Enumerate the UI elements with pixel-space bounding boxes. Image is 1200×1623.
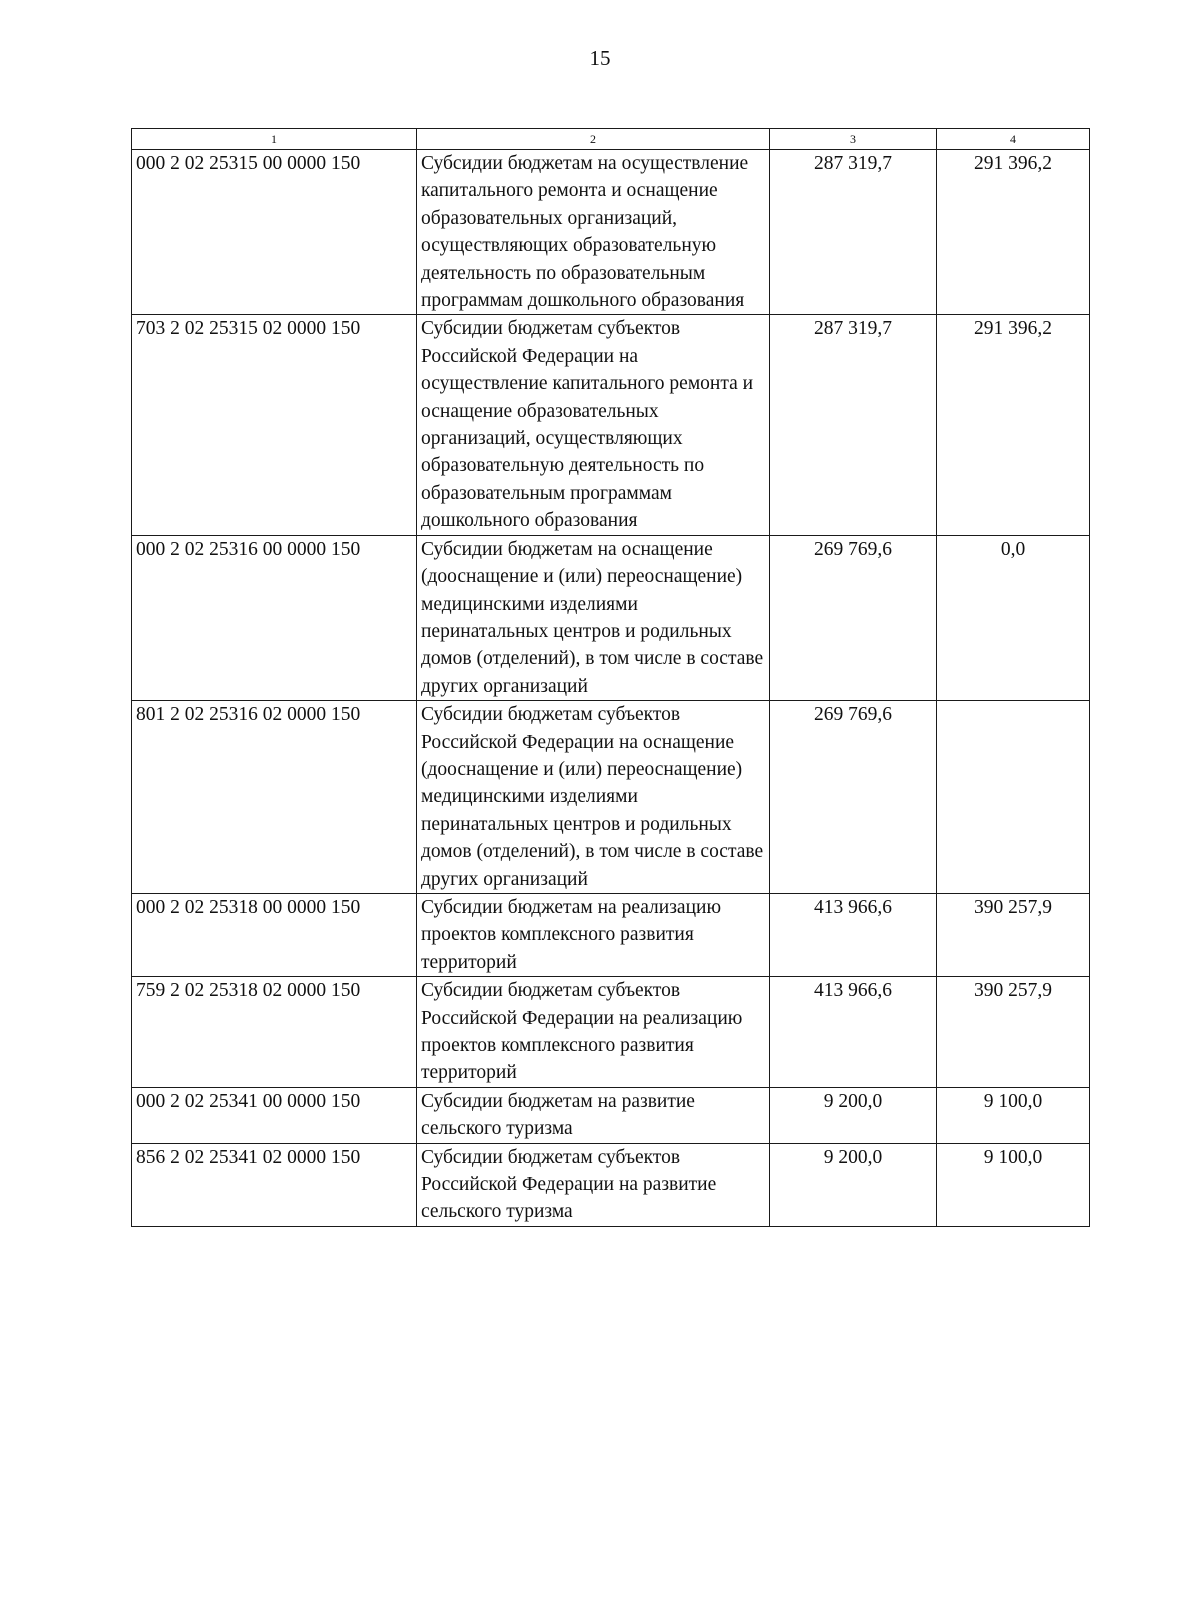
table-row bbox=[132, 535, 1090, 700]
table-row bbox=[132, 150, 1090, 315]
amount-col4: 390 257,9 bbox=[937, 977, 1090, 1088]
revenue-name: Субсидии бюджетам на развитие сельского туризма bbox=[417, 1087, 770, 1143]
classification-code: 000 2 02 25316 00 0000 150 bbox=[132, 535, 417, 700]
revenue-name: Субсидии бюджетам субъектов Российской Федерации на развитие сельского туризма bbox=[417, 1143, 770, 1226]
classification-code: 000 2 02 25318 00 0000 150 bbox=[132, 893, 417, 976]
revenue-name: Субсидии бюджетам на реализацию проектов комплексного развития территорий bbox=[417, 893, 770, 976]
amount-col3: 9 200,0 bbox=[770, 1087, 937, 1143]
amount-col3: 9 200,0 bbox=[770, 1143, 937, 1226]
table-row bbox=[132, 977, 1090, 1088]
classification-code: 000 2 02 25315 00 0000 150 bbox=[132, 150, 417, 315]
table-header-row bbox=[132, 129, 1090, 150]
amount-col3: 287 319,7 bbox=[770, 315, 937, 535]
revenue-name: Субсидии бюджетам субъектов Российской Федерации на осуществление капитального ремонта и оснащение образовательных организаций, осуществляющих образовательную деятельность по образовательным программам дошкольного образования bbox=[417, 315, 770, 535]
classification-code: 801 2 02 25316 02 0000 150 bbox=[132, 701, 417, 894]
amount-col4: 0,0 bbox=[937, 535, 1090, 700]
table-row bbox=[132, 315, 1090, 535]
column-header-3: 3 bbox=[770, 129, 937, 150]
amount-col3: 413 966,6 bbox=[770, 977, 937, 1088]
table-row bbox=[132, 893, 1090, 976]
revenue-name: Субсидии бюджетам субъектов Российской Федерации на реализацию проектов комплексного развития территорий bbox=[417, 977, 770, 1088]
column-header-2: 2 bbox=[417, 129, 770, 150]
table-row bbox=[132, 1143, 1090, 1226]
page-number: 15 bbox=[589, 46, 611, 70]
table-row bbox=[132, 701, 1090, 894]
amount-col3: 269 769,6 bbox=[770, 535, 937, 700]
revenue-name: Субсидии бюджетам субъектов Российской Федерации на оснащение (дооснащение и (или) переоснащение) медицинскими изделиями перинатальных центров и родильных домов (отделений), в том числе в составе других организаций bbox=[417, 701, 770, 894]
table-row bbox=[132, 1087, 1090, 1143]
classification-code: 759 2 02 25318 02 0000 150 bbox=[132, 977, 417, 1088]
classification-code: 856 2 02 25341 02 0000 150 bbox=[132, 1143, 417, 1226]
budget-table bbox=[131, 128, 1090, 1227]
amount-col4: 291 396,2 bbox=[937, 150, 1090, 315]
revenue-name: Субсидии бюджетам на оснащение (дооснащение и (или) переоснащение) медицинскими изделиями перинатальных центров и родильных домов (отделений), в том числе в составе других организаций bbox=[417, 535, 770, 700]
amount-col4: 9 100,0 bbox=[937, 1087, 1090, 1143]
amount-col3: 413 966,6 bbox=[770, 893, 937, 976]
amount-col4: 9 100,0 bbox=[937, 1143, 1090, 1226]
revenue-name: Субсидии бюджетам на осуществление капитального ремонта и оснащение образовательных организаций, осуществляющих образовательную деятельность по образовательным программам дошкольного образования bbox=[417, 150, 770, 315]
classification-code: 000 2 02 25341 00 0000 150 bbox=[132, 1087, 417, 1143]
amount-col3: 269 769,6 bbox=[770, 701, 937, 894]
amount-col4: 291 396,2 bbox=[937, 315, 1090, 535]
amount-col4: 390 257,9 bbox=[937, 893, 1090, 976]
amount-col3: 287 319,7 bbox=[770, 150, 937, 315]
amount-col4 bbox=[937, 701, 1090, 894]
column-header-1: 1 bbox=[132, 129, 417, 150]
column-header-4: 4 bbox=[937, 129, 1090, 150]
classification-code: 703 2 02 25315 02 0000 150 bbox=[132, 315, 417, 535]
